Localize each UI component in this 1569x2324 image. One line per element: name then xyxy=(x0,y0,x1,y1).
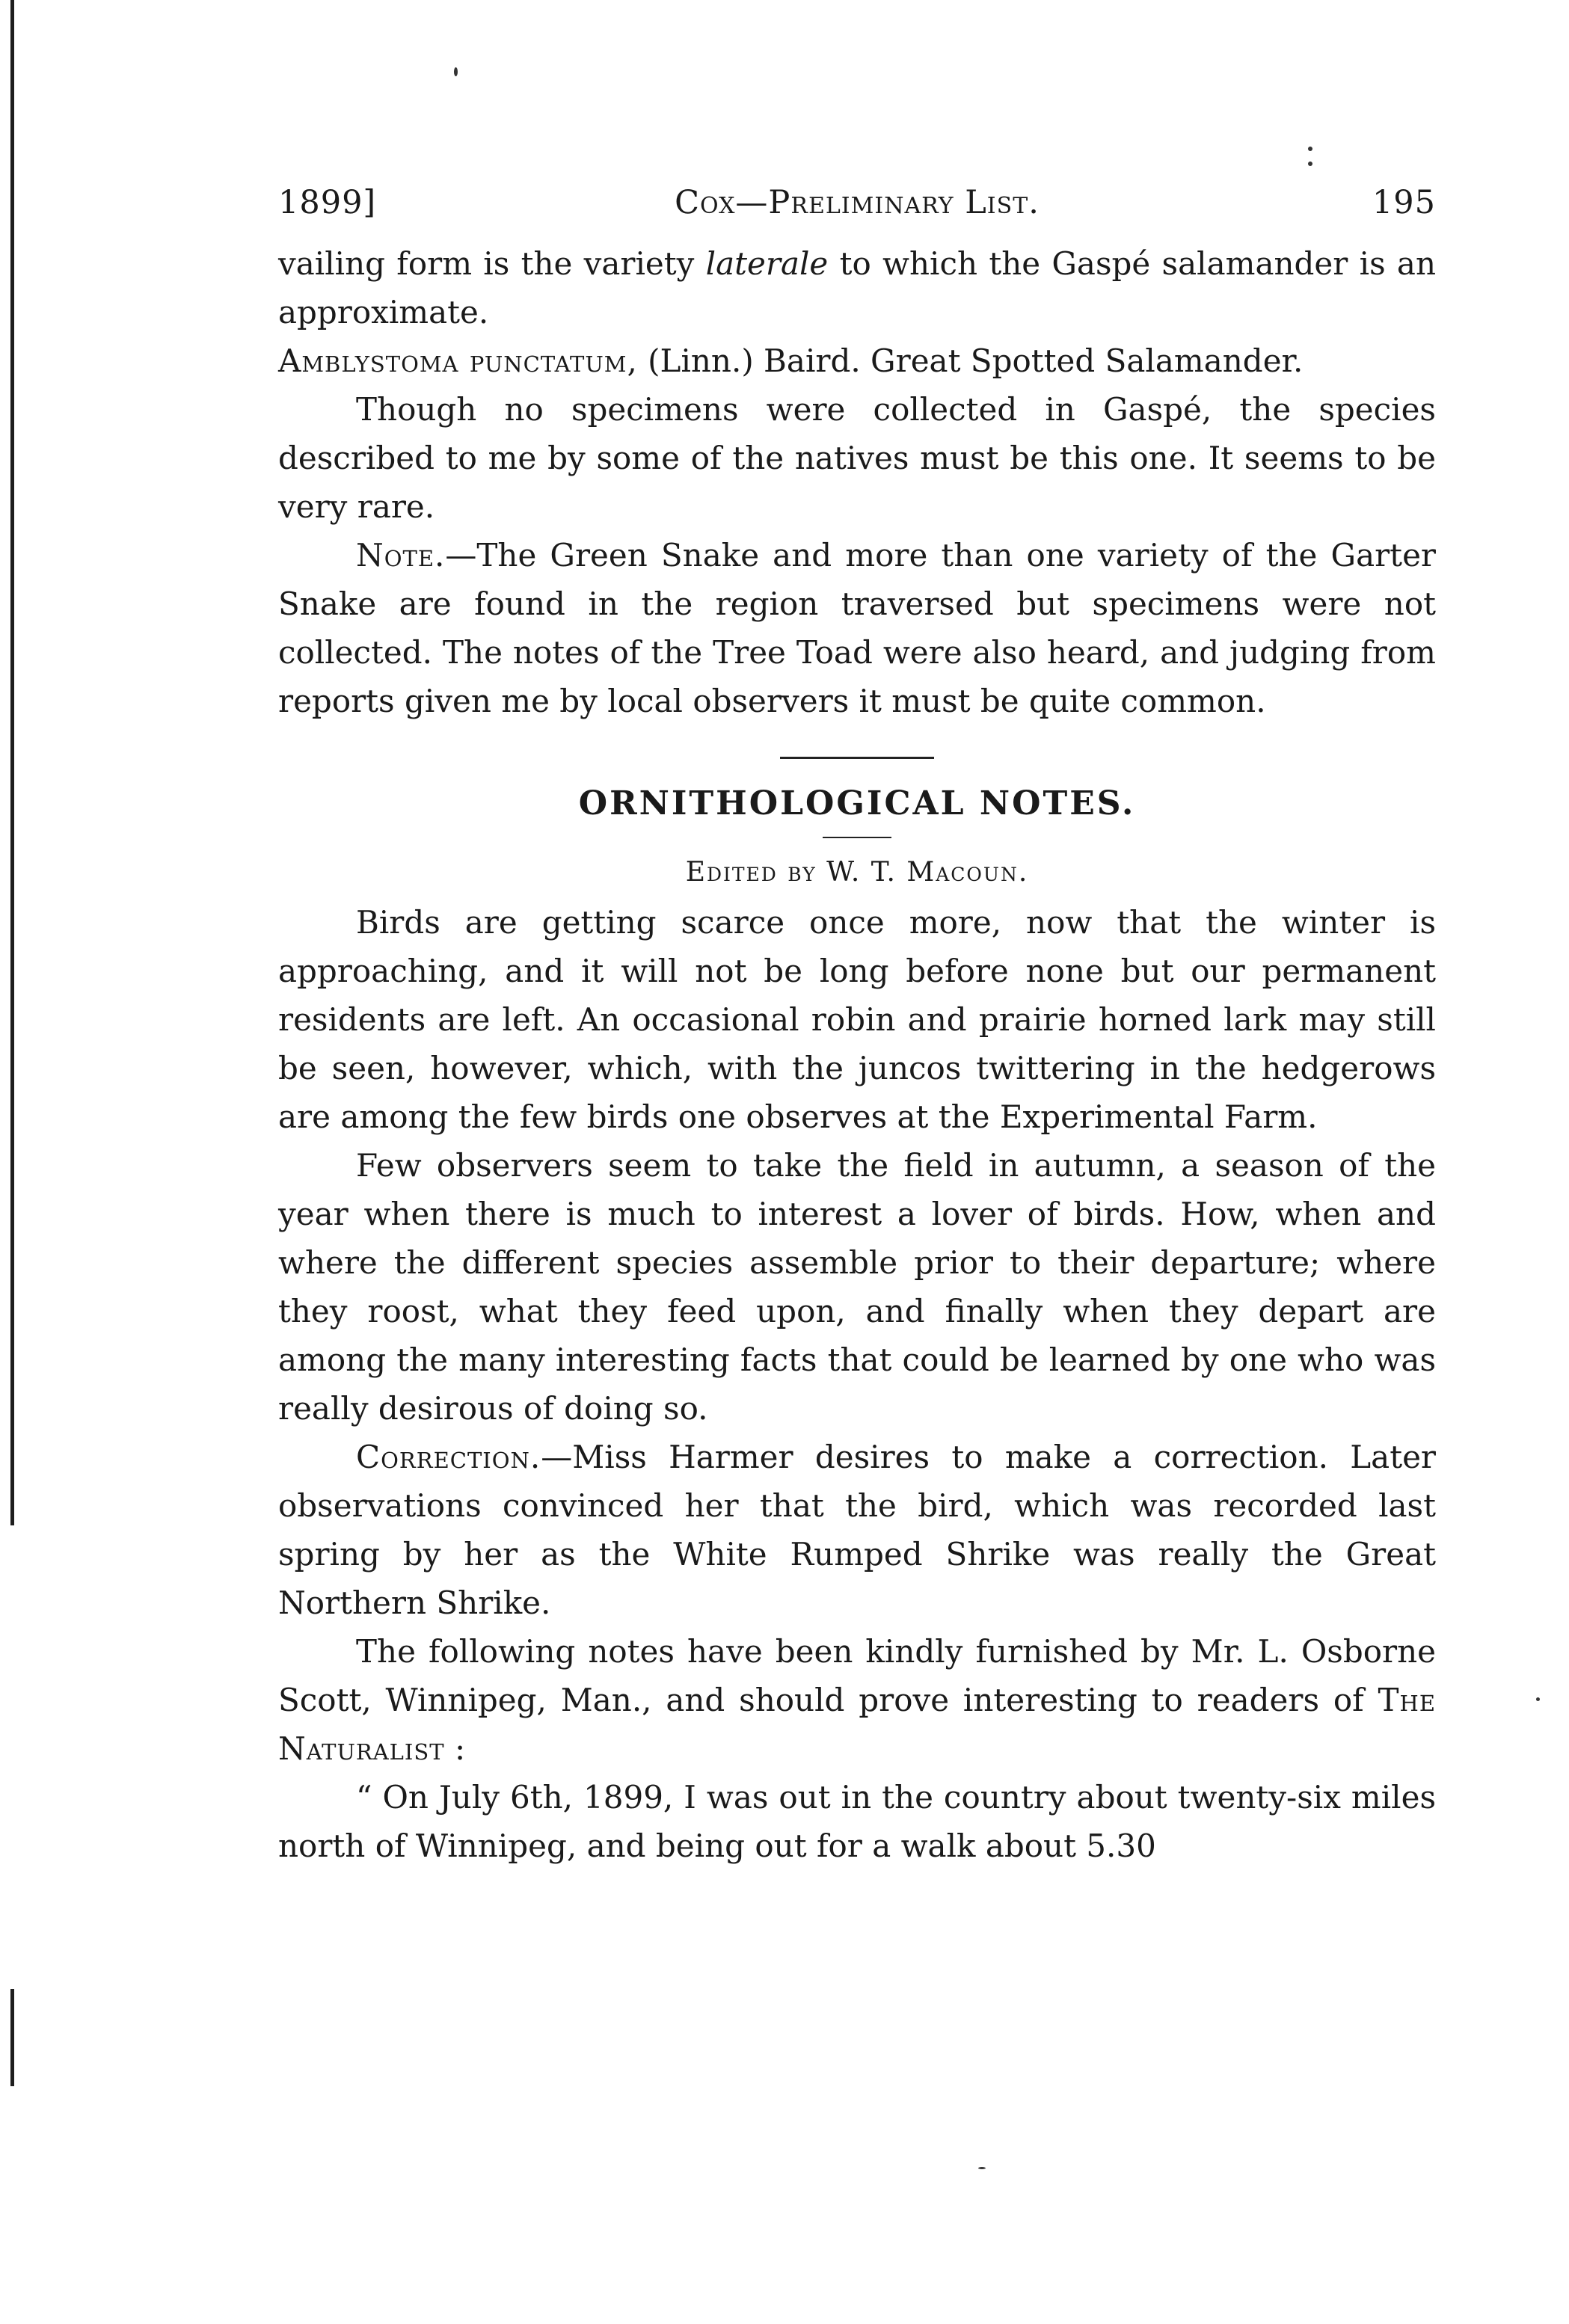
correction-text: —Miss Harmer desires to make a correction. Later observations convinced her that the bird, which was recorded last spring by her as the White Rumped Shrike was really the Great Northern Shrike. xyxy=(278,1439,1436,1621)
paragraph-continuation xyxy=(278,239,1436,336)
page-number: 195 xyxy=(1372,184,1436,221)
book-page xyxy=(278,176,1436,1870)
paragraph-continuation-end: to which the Gaspé salamander is an approximate. xyxy=(278,245,1437,331)
scan-speck xyxy=(978,2167,986,2169)
body-text xyxy=(278,239,1436,1870)
species-paragraph: Though no specimens were collected in Gaspé, the species described to me by some of the natives must be this one. It seems to be very rare. xyxy=(278,391,1436,525)
scan-speck xyxy=(1536,1697,1540,1701)
paragraph-continuation-start: vailing form is the variety xyxy=(278,245,706,282)
section-divider xyxy=(780,757,934,759)
notes-intro-text: The following notes have been kindly furnished by Mr. L. Osborne Scott, Winnipeg, Man., and should prove interesting to readers of xyxy=(278,1633,1436,1718)
correction-paragraph xyxy=(278,1433,1436,1627)
scan-speck xyxy=(454,67,458,76)
variety-name: laterale xyxy=(705,245,829,282)
running-head-title: Cox—Preliminary List. xyxy=(675,184,1040,221)
ornithology-paragraph-2: Few observers seem to take the field in autumn, a season of the year when there is much to interest a lover of birds. How, when and where the different species assemble prior to their departure; where they roost, what they feed upon, and finally when they depart are among the many interesting facts that could be learned by one who was really desirous of doing so. xyxy=(278,1147,1436,1427)
section-title: ORNITHOLOGICAL NOTES. xyxy=(578,784,1136,823)
ornithology-paragraph-1: Birds are getting scarce once more, now that the winter is approaching, and it will not be long before none but our permanent residents are left. An occasional robin and prairie horned lark may still be seen, however, which, with the juncos twittering in the hedgerows are among the few birds one observes at the Experimental Farm. xyxy=(278,904,1436,1135)
running-head xyxy=(278,176,1436,229)
correction-label: Correction. xyxy=(356,1439,541,1475)
note-text: —The Green Snake and more than one variety of the Garter Snake are found in the region traversed but specimens were not collected. The notes of the Tree Toad were also heard, and judging from reports given me by local observers it must be quite common. xyxy=(278,537,1436,719)
scan-edge-line-top xyxy=(10,0,14,1525)
scan-speck xyxy=(1308,147,1312,151)
species-authority: (Linn.) Baird. Great Spotted Salamander. xyxy=(637,342,1304,379)
note-label: Note. xyxy=(356,537,446,574)
note-paragraph xyxy=(278,531,1436,725)
running-head-year: 1899] xyxy=(278,184,377,221)
scan-speck xyxy=(1308,162,1312,166)
species-heading xyxy=(278,336,1436,385)
notes-intro-end: : xyxy=(444,1730,466,1767)
editor-byline: Edited by W. T. Macoun. xyxy=(685,857,1029,888)
quoted-notes-paragraph: “ On July 6th, 1899, I was out in the country about twenty-six miles north of Winnipeg, and being out for a walk about 5.30 xyxy=(278,1779,1436,1864)
notes-intro-paragraph xyxy=(278,1627,1436,1773)
species-name: Amblystoma punctatum, xyxy=(278,342,638,379)
scan-edge-line-bottom xyxy=(10,1989,14,2086)
journal-name: The Naturalist xyxy=(278,1682,1436,1767)
title-underline xyxy=(823,837,891,838)
